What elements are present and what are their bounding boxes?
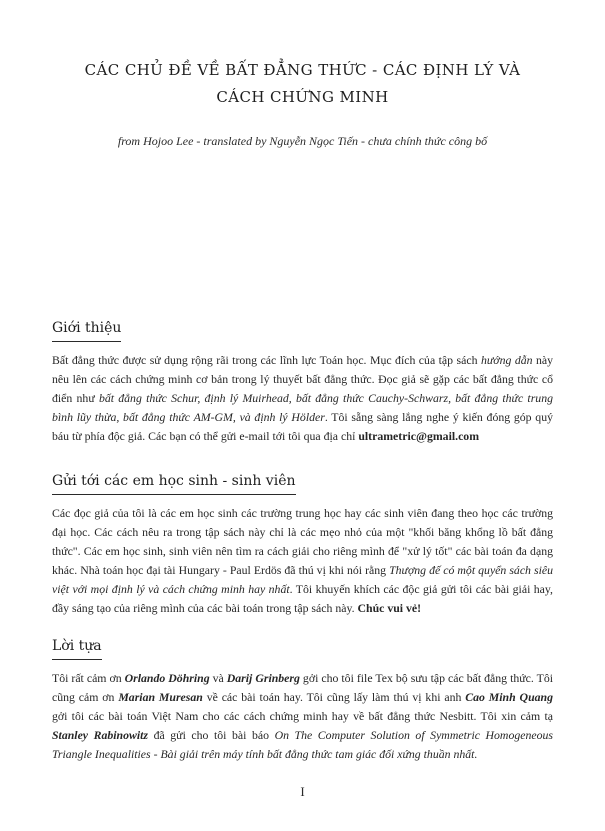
text-run-normal: Các đọc giả của tôi là các em học sinh các trường trung học hay các sinh viên đang theo học các trường đại học. Các cách nêu ra trong tập sách này chỉ là các mẹo nhỏ của một "khối băng khổng lồ bất đẳng thức". Các em học sinh, sinh viên nên tìm ra cách giải cho riêng mình để "xử lý tốt" các bài toán đa dạng khác. Nhà toán học đại tài Hungary - Paul Erdös đã thú vị khi nói rằng bbox=[52, 506, 553, 577]
paragraph-gui-toi-hoc-sinh bbox=[52, 504, 553, 618]
section-gui-toi-hoc-sinh bbox=[52, 471, 553, 618]
text-run-bold-italic: Darij Grinberg bbox=[226, 671, 300, 685]
page-number: I bbox=[300, 784, 305, 799]
text-run-normal: Tôi rất cảm ơn bbox=[52, 671, 125, 685]
text-run-normal: và bbox=[209, 671, 227, 685]
text-run-normal: về các bài toán hay. Tôi cũng lấy làm thú vị khi anh bbox=[202, 690, 466, 704]
text-run-normal: . Tôi khuyến khích các độc giả gửi tôi các bài giải hay, đầy sáng tạo của riêng mình của các bài toán trong tập sách này. bbox=[52, 582, 553, 615]
text-run-bold-italic: Stanley Rabinowitz bbox=[52, 728, 149, 742]
text-run-normal: Bất đẳng thức được sử dụng rộng rãi trong các lĩnh lực Toán học. Mục đích của tập sách bbox=[52, 353, 481, 367]
text-run-bold-italic: Orlando Döhring bbox=[124, 671, 210, 685]
section-heading-loi-tua bbox=[52, 636, 553, 660]
text-run-italic: hướng dẫn bbox=[480, 353, 533, 367]
text-run-normal: gởi cho tôi file Tex bộ sưu tập các bất đẳng thức. Tôi cũng cảm ơn bbox=[52, 671, 553, 704]
text-run-italic: On The Computer Solution of Symmetric Homogeneous Triangle Inequalities - Bài giải trên máy tính bất đẳng thức tam giác đối xứng thuần nhất. bbox=[52, 728, 554, 761]
text-run-normal: này nêu lên các cách chứng minh cơ bản trong lý thuyết bất đẳng thức. Đọc giả sẽ gặp các bất đẳng thức cổ điển như bbox=[52, 353, 554, 405]
section-heading-gioi-thieu bbox=[52, 318, 553, 342]
text-run-bold-italic: Marian Muresan bbox=[118, 690, 203, 704]
text-run-normal: đã gửi cho tôi bài báo bbox=[148, 728, 275, 742]
section-loi-tua bbox=[52, 636, 553, 764]
section-heading-text: Gửi tới các em học sinh - sinh viên bbox=[52, 471, 296, 495]
text-run-normal: gởi tôi các bài toán Việt Nam cho các cách chứng minh hay về bất đẳng thức Nesbitt. Tôi xin cảm tạ bbox=[52, 709, 553, 723]
paragraph-gioi-thieu bbox=[52, 351, 553, 446]
section-heading-gui-toi-hoc-sinh bbox=[52, 471, 553, 495]
text-run-normal: . Tôi sẵng sàng lắng nghe ý kiến đóng góp quý báu từ phía độc giả. Các bạn có thể gửi e-mail tới tôi qua địa chỉ bbox=[52, 410, 554, 443]
text-run-italic: Thượng đế có một quyển sách siêu việt với mọi định lý và cách chứng minh hay nhất bbox=[52, 563, 553, 596]
text-run-bold: Chúc vui vẻ! bbox=[357, 601, 422, 615]
text-run-bold: ultrametric@gmail.com bbox=[358, 429, 480, 443]
text-run-italic: bất đẳng thức Schur, định lý Muirhead, bất đẳng thức Cauchy-Schwarz, bất đẳng thức trung bình lũy thừa, bất đẳng thức AM-GM, và định lý Hölder bbox=[52, 391, 553, 424]
section-gioi-thieu bbox=[52, 318, 553, 446]
document-title-line2: CÁCH CHỨNG MINH bbox=[216, 88, 389, 106]
section-heading-text: Lời tựa bbox=[52, 636, 102, 660]
document-title-line1: CÁC CHỦ ĐỀ VỀ BẤT ĐẲNG THỨC - CÁC ĐỊNH LÝ VÀ bbox=[84, 61, 521, 79]
section-heading-text: Giới thiệu bbox=[52, 318, 121, 342]
text-run-bold-italic: Cao Minh Quang bbox=[465, 690, 553, 704]
paragraph-loi-tua bbox=[52, 669, 553, 764]
document-subtitle: from Hojoo Lee - translated by Nguyễn Ngọc Tiến - chưa chính thức công bố bbox=[117, 134, 488, 148]
document-title bbox=[52, 57, 553, 111]
